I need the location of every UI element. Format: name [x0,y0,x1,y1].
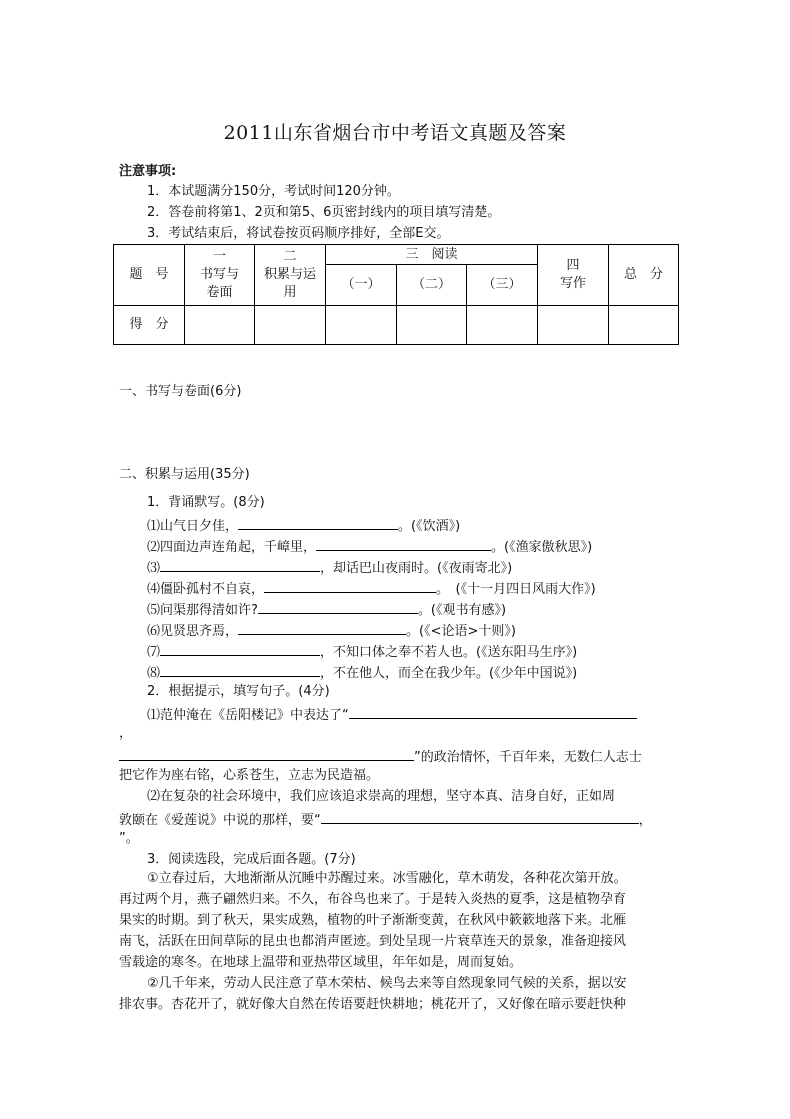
row-label-number: 题 号 [114,245,185,306]
item-suffix: 。(《<论语>十则》) [406,624,516,639]
recitation-item-2 [147,536,592,557]
item-prefix: ⑺ [147,645,161,660]
score-cell[interactable] [397,306,467,345]
page-title: 2011山东省烟台市中考语文真题及答案 [223,122,567,144]
answer-blank[interactable] [238,620,406,635]
recitation-item-3 [147,557,512,578]
answer-blank[interactable] [160,557,320,572]
fill-in-2-line3: ”。 [119,831,139,846]
recitation-item-1 [147,515,460,536]
fill-in-1-start: ⑴范仲淹在《岳阳楼记》中表达了“ [147,708,349,723]
col-composition-header [538,245,609,306]
item-suffix: ，不在他人，而全在我少年。(《少年中国说》) [320,666,578,681]
col2-label: 积累与运用 [263,267,316,300]
notice-heading: 注意事项: [119,164,177,179]
section-accumulation-heading: 二、积累与运用(35分) [119,467,250,482]
passage-line: 果实的时期。到了秋天，果实成熟，植物的叶子渐渐变黄，在秋风中簌簌地落下来。北雁 [119,913,627,928]
row-label-score: 得 分 [114,306,185,345]
score-table [113,244,679,345]
passage-paragraph-2 [119,973,679,1015]
fill-in-2-start: 敦颐在《爱莲说》中说的那样，要“ [119,813,321,828]
item-prefix: ⑶ [147,561,161,576]
item-suffix: 。 (《十一月四日风雨大作》) [436,582,596,597]
col-total-header: 总 分 [609,245,679,306]
answer-blank[interactable] [321,809,639,824]
passage-line: 雪载途的寒冬。在地球上温带和亚热带区域里，年年如是，周而复始。 [119,955,523,970]
col4-number: 四 [566,258,580,273]
recitation-item-4 [147,578,596,599]
passage-line: ①立春过后，大地渐渐从沉睡中苏醒过来。冰雪融化，草木萌发，各种花次第开放。 [147,871,627,886]
fill-in-2-line2 [119,809,652,830]
answer-blank[interactable] [264,578,436,593]
item-prefix: ⑷僵卧孤村不自哀， [147,582,265,597]
fill-in-1-tail: 把它作为座右铭，心系苍生，立志为民造福。 [119,768,380,783]
recitation-item-7 [147,641,577,662]
item-suffix: 。(《观书有感》) [417,603,507,618]
item-suffix: ，却话巴山夜雨时。(《夜雨寄北》) [320,561,513,576]
answer-blank[interactable] [258,599,418,614]
recitation-item-6 [147,620,516,641]
score-cell[interactable] [609,306,679,345]
col-writing-header [185,245,255,306]
col-reading-1: （一） [326,265,397,306]
fill-in-2-line1: ⑵在复杂的社会环境中，我们应该追求崇高的理想，坚守本真、洁身自好，正如周 [147,789,616,804]
col-reading-header: 三 阅读 [326,245,538,265]
item-prefix: ⑻ [147,666,161,681]
item-prefix: ⑹见贤思齐焉， [147,624,239,639]
fill-in-2-end: ， [638,813,652,828]
notice-item: 2．答卷前将第1、2页和第5、6页密封线内的项目填写清楚。 [147,205,501,220]
item-prefix: ⑴山气日夕佳， [147,519,239,534]
passage-line: ②几千年来，劳动人民注意了草木荣枯、候鸟去来等自然现象同气候的关系，据以安 [147,976,627,991]
col-accumulation-header [255,245,326,306]
question-1-heading: 1．背诵默写。(8分) [147,495,265,510]
item-prefix: ⑸问渠那得清如许? [147,603,258,618]
answer-blank[interactable] [349,704,637,719]
score-cell[interactable] [185,306,255,345]
score-cell[interactable] [255,306,326,345]
question-3-heading: 3．阅读选段，完成后面各题。(7分) [147,852,356,867]
col1-number: 一 [212,249,226,264]
col-reading-2: （二） [397,265,467,306]
fill-in-1-line3 [119,746,642,767]
answer-blank[interactable] [238,515,398,530]
item-suffix: ，不知口体之奉不若人也。(《送东阳马生序》) [320,645,578,660]
fill-in-1-end: ”的政治情怀，千百年来，无数仁人志士 [414,750,642,765]
item-suffix: 。(《饮酒》) [398,519,461,534]
col-reading-3: （三） [467,265,538,306]
item-prefix: ⑵四面边声连角起，千嶂里， [147,540,317,555]
passage-line: 南飞，活跃在田间草际的昆虫也都消声匿迹。到处呈现一片衰草连天的景象，准备迎接风 [119,934,627,949]
answer-blank[interactable] [160,662,320,677]
score-cell[interactable] [467,306,538,345]
passage-line: 再过两个月，燕子翩然归来。不久，布谷鸟也来了。于是转入炎热的夏季，这是植物孕育 [119,892,627,907]
score-cell[interactable] [538,306,609,345]
recitation-item-5 [147,599,506,620]
passage-paragraph-1 [119,868,679,973]
score-cell[interactable] [326,306,397,345]
col2-number: 二 [283,249,297,264]
recitation-item-8 [147,662,577,683]
fill-in-1-comma: ， [119,726,133,741]
answer-blank[interactable] [316,536,491,551]
col1-label: 书写与卷面 [199,267,239,300]
section-writing-heading: 一、书写与卷面(6分) [119,384,242,399]
item-suffix: 。(《渔家傲秋思》) [491,540,593,555]
fill-in-1-line1 [147,704,637,725]
passage-line: 排农事。杏花开了，就好像大自然在传语要赶快耕地；桃花开了，又好像在暗示要赶快种 [119,997,627,1012]
notice-item: 3．考试结束后，将试卷按页码顺序排好，全部E交。 [147,226,450,241]
question-2-heading: 2．根据提示，填写句子。(4分) [147,684,330,699]
col4-label: 写作 [559,276,586,291]
answer-blank[interactable] [160,641,320,656]
answer-blank[interactable] [119,746,414,761]
notice-item: 1．本试题满分150分，考试时间120分钟。 [147,184,400,199]
